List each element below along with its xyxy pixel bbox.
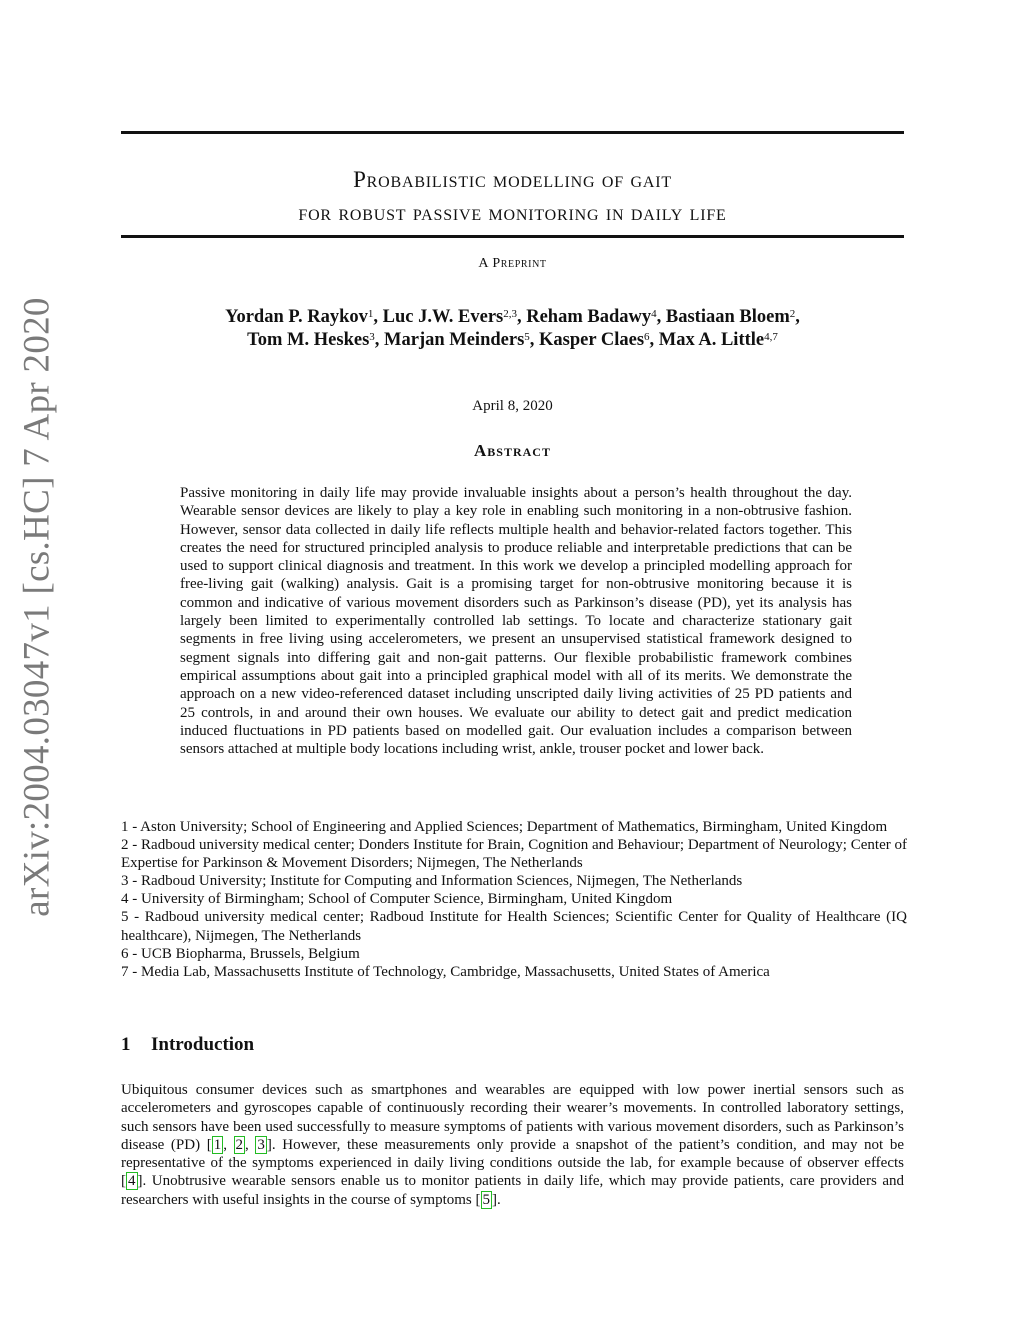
- section-title: Introduction: [151, 1034, 255, 1055]
- affiliation-item: 1 - Aston University; School of Engineering and Applied Sciences; Department of Mathematics, Birmingham, United Kingdom: [121, 819, 888, 835]
- paper-title-line-1: Probabilistic modelling of gait: [353, 167, 672, 192]
- preprint-label: A Preprint: [478, 256, 547, 271]
- affiliation-item: 5 - Radboud university medical center; Radboud Institute for Health Sciences; Scientific Center for Quality of Healthcare (IQ healthcare), Nijmegen, The Netherlands: [121, 909, 907, 944]
- introduction-paragraph: Ubiquitous consumer devices such as smartphones and wearables are equipped with low power inertial sensors such as accelerometers and gyroscopes capable of continuously recording their wearer’s movements. In controlled laboratory settings, such sensors have been used successfully to measure symptoms of patients with various movement disorders, such as Parkinson’s disease (PD) [ 1 , 2 , 3 ]. However, these measurements only provide a snapshot of the patient’s condition, and may not be representative of the symptoms experienced in daily living conditions outside the lab, for example because of observer effects [ 4 ]. Unobtrusive wearable sensors enable us to monitor patients in daily life, which may provide patients, care providers and researchers with useful insights in the course of symptoms [ 5 ].: [121, 1082, 904, 1208]
- affiliation-item: 2 - Radboud university medical center; Donders Institute for Brain, Cognition and Behaviour; Department of Neurology; Center of Expertise for Parkinson & Movement Disorders; Nijmegen, The Netherlands: [121, 837, 907, 872]
- section-number: 1: [121, 1034, 131, 1055]
- author-badawy: Reham Badawy$^4$,: [526, 307, 666, 327]
- citation-link[interactable]: 1: [213, 1136, 222, 1153]
- author-meinders: Marjan Meinders$^5$,: [384, 330, 540, 350]
- affiliation-item: 3 - Radboud University; Institute for Computing and Information Sciences, Nijmegen, The Netherlands: [121, 873, 743, 890]
- abstract-text: Passive monitoring in daily life may provide invaluable insights about a person’s health throughout the day. Wearable sensor devices are likely to play a key role in enabling such monitoring in a non-obtrusive fashion. However, sensor data collected in daily life reflects multiple health and behavior-related factors together. This creates the need for structured principled analysis to produce reliable and interpretable predictions that can be used to support clinical diagnosis and treatment. In this work we develop a principled modelling approach for free-living gait (walking) analysis. Gait is a promising target for non-obtrusive monitoring because it is common and indicative of various movement disorders such as Parkinson’s disease (PD), yet its analysis has largely been limited to experimentally controlled lab settings. To locate and characterize stationary gait segments in free living using accelerometers, we present an unsupervised statistical framework designed to segment signals into differing gait and non-gait patterns. Our flexible probabilistic framework combines empirical assumptions about gait into a principled graphical model with all of its merits. We demonstrate the approach on a new video-referenced dataset including unscripted daily living activities of 25 PD patients and 25 controls, in and around their own houses. We evaluate our ability to detect gait and predict medication induced fluctuations in PD patients based on modelled gait. Our evaluation includes a comparison between sensors attached at multiple body locations including wrist, ankle, trouser pocket and lower back.: [180, 485, 852, 758]
- publication-date: April 8, 2020: [472, 398, 553, 414]
- affiliation-item: 6 - UCB Biopharma, Brussels, Belgium: [121, 945, 360, 962]
- author-line-2: [121, 329, 904, 352]
- citation-link[interactable]: 5: [482, 1191, 491, 1208]
- arxiv-identifier-stamp: arXiv:2004.03047v1 [cs.HC] 7 Apr 2020: [16, 297, 58, 917]
- abstract-heading: Abstract: [474, 441, 551, 460]
- author-list: [121, 306, 904, 352]
- citation-link[interactable]: 2: [235, 1136, 244, 1153]
- affiliation-item: 4 - University of Birmingham; School of Computer Science, Birmingham, United Kingdom: [121, 891, 673, 908]
- affiliations-list: [121, 818, 907, 981]
- affiliation-item: 7 - Media Lab, Massachusetts Institute of Technology, Cambridge, Massachusetts, United States of America: [121, 963, 770, 980]
- title-bottom-rule: [121, 235, 904, 238]
- citation-link[interactable]: 4: [128, 1173, 136, 1190]
- author-heskes: Tom M. Heskes$^3$,: [247, 330, 385, 350]
- author-little: Max A. Little$^{4,7}$: [658, 330, 778, 350]
- paper-title-line-2: for robust passive monitoring in daily life: [298, 200, 727, 225]
- title-top-rule: [121, 131, 904, 134]
- citation-link[interactable]: 3: [257, 1136, 265, 1153]
- author-raykov: Yordan P. Raykov$^1$,: [225, 307, 383, 327]
- author-line-1: [121, 306, 904, 329]
- section-heading-introduction: [121, 1034, 254, 1056]
- author-claes: Kasper Claes$^6$,: [539, 330, 659, 350]
- author-evers: Luc J.W. Evers$^{2,3}$,: [382, 307, 527, 327]
- author-bloem: Bastiaan Bloem$^2$,: [665, 307, 800, 327]
